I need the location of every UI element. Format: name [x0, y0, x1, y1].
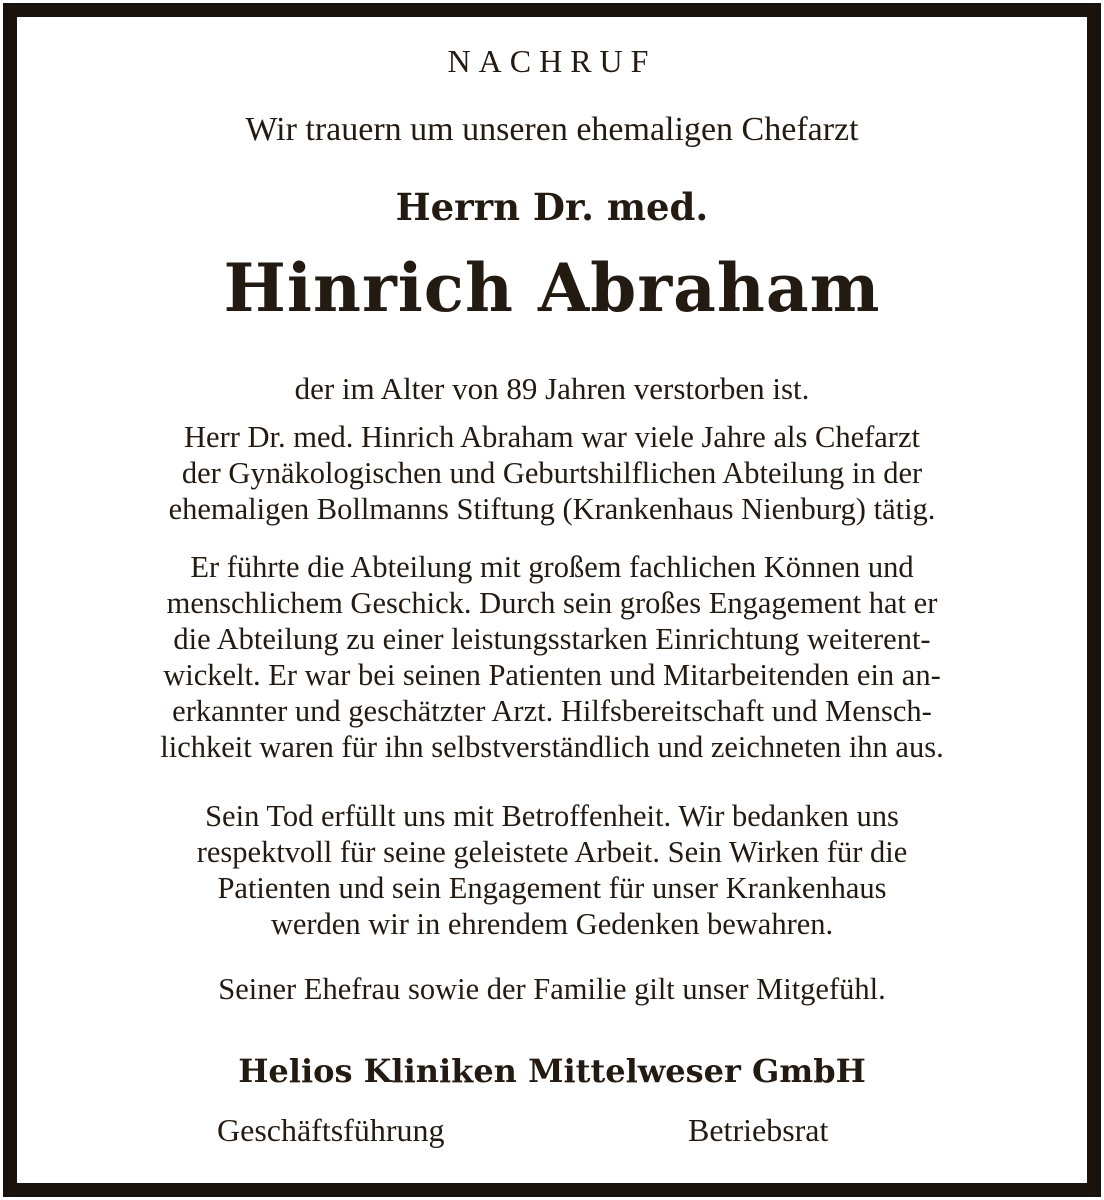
signatory-works-council: Betriebsrat	[688, 1112, 829, 1148]
intro-line: Wir trauern um unseren ehemaligen Chefarzt	[245, 111, 859, 148]
organization-name: Helios Kliniken Mittelweser GmbH	[238, 1052, 866, 1090]
paragraph-line: Sein Tod erfüllt uns mit Betroffenheit. Wir bedanken uns	[205, 799, 899, 833]
paragraph-line: die Abteilung zu einer leistungsstarken Einrichtung weiterent-	[173, 622, 931, 656]
paragraph-line: Patienten und sein Engagement für unser Krankenhaus	[217, 871, 887, 905]
paragraph-line: wickelt. Er war bei seinen Patienten und Mitarbeitenden ein an-	[163, 658, 941, 692]
paragraph-line: lichkeit waren für ihn selbstverständlich und zeichneten ihn aus.	[160, 730, 944, 764]
paragraph-line: Herr Dr. med. Hinrich Abraham war viele Jahre als Chefarzt	[184, 420, 920, 454]
paragraph-achievements	[17, 549, 1087, 765]
obituary-content	[17, 17, 1087, 1183]
signatory-management: Geschäftsführung	[217, 1112, 445, 1148]
paragraph-gratitude	[17, 798, 1087, 942]
deceased-name: Hinrich Abraham	[223, 249, 881, 327]
deceased-title: Herrn Dr. med.	[395, 185, 709, 229]
obituary-frame	[3, 3, 1101, 1197]
paragraph-line: werden wir in ehrendem Gedenken bewahren.	[270, 907, 834, 941]
paragraph-line: respektvoll für seine geleistete Arbeit. Sein Wirken für die	[196, 835, 908, 869]
paragraph-line: der Gynäkologischen und Geburtshilflichen Abteilung in der	[181, 456, 923, 490]
paragraph-line: menschlichem Geschick. Durch sein großes Engagement hat er	[166, 586, 938, 620]
paragraph-line: Er führte die Abteilung mit großem fachlichen Können und	[190, 550, 914, 584]
age-line: der im Alter von 89 Jahren verstorben ist.	[294, 371, 810, 406]
paragraph-line: ehemaligen Bollmanns Stiftung (Krankenhaus Nienburg) tätig.	[168, 492, 936, 526]
paragraph-line: erkannter und geschätzter Arzt. Hilfsbereitschaft und Mensch-	[172, 694, 932, 728]
paragraph-career	[17, 419, 1087, 527]
obituary-heading: NACHRUF	[447, 43, 657, 79]
condolence-line: Seiner Ehefrau sowie der Familie gilt unser Mitgefühl.	[218, 972, 886, 1006]
